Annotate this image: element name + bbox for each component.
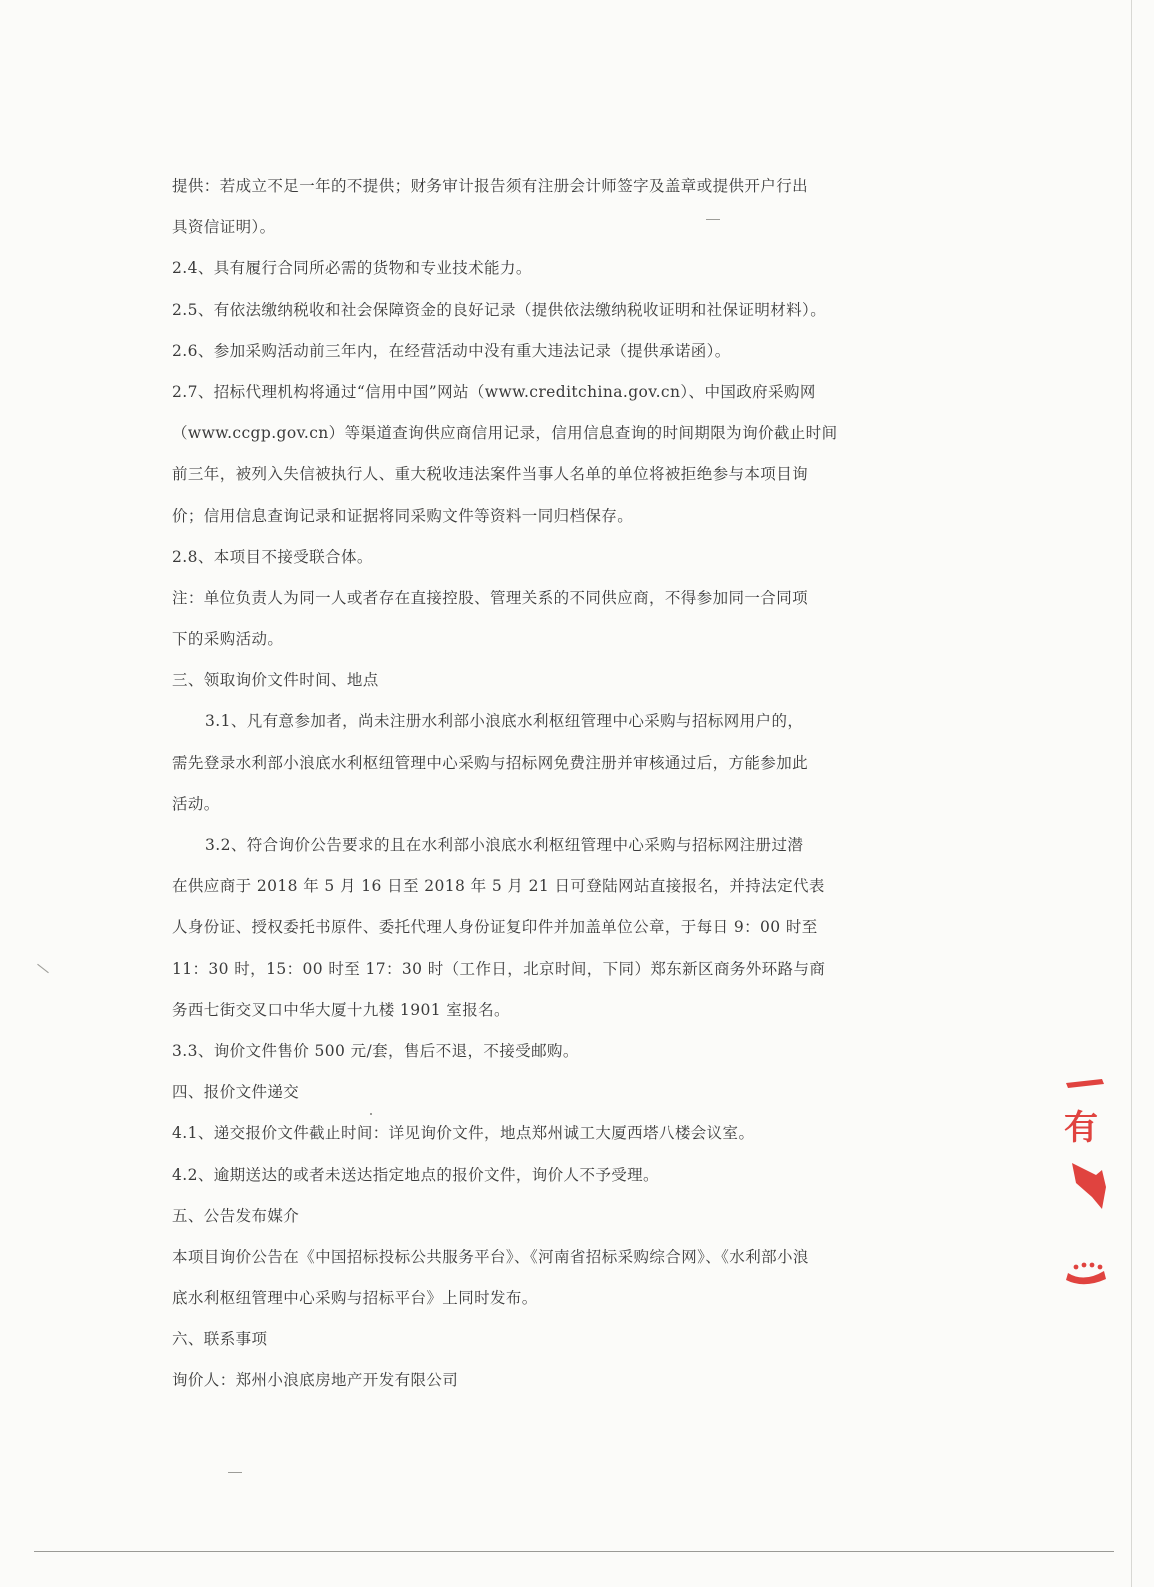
scan-speck	[228, 1472, 242, 1473]
section-heading-6: 六、联系事项	[172, 1330, 268, 1349]
body-line: 本项目询价公告在《中国招标投标公共服务平台》、《河南省招标采购综合网》、《水利部小浪	[172, 1247, 809, 1266]
body-line: 务西七街交叉口中华大厦十九楼 1901 室报名。	[172, 1000, 510, 1019]
seal-text: 有	[1064, 1108, 1098, 1148]
red-seal-stamp	[1062, 1075, 1112, 1305]
body-line: 2.4、具有履行合同所必需的货物和专业技术能力。	[172, 259, 532, 278]
body-line: 在供应商于 2018 年 5 月 16 日至 2018 年 5 月 21 日可登陆网站直接报名，并持法定代表	[172, 877, 825, 896]
section-heading-3: 三、领取询价文件时间、地点	[172, 671, 379, 690]
body-line: 4.2、逾期送达的或者未送达指定地点的报价文件，询价人不予受理。	[172, 1165, 659, 1184]
body-line: 2.6、参加采购活动前三年内，在经营活动中没有重大违法记录（提供承诺函）。	[172, 341, 731, 360]
body-line: （www.ccgp.gov.cn）等渠道查询供应商信用记录，信用信息查询的时间期限为询价截止时间	[172, 424, 838, 443]
body-line: 下的采购活动。	[172, 630, 284, 649]
body-line: 2.7、招标代理机构将通过“信用中国”网站（www.creditchina.gov.cn）、中国政府采购网	[172, 382, 816, 401]
body-line: 11：30 时，15：00 时至 17：30 时（工作日，北京时间，下同）郑东新区商务外环路与商	[172, 959, 826, 978]
body-line: 3.1、凡有意参加者，尚未注册水利部小浪底水利枢纽管理中心采购与招标网用户的，	[205, 712, 804, 731]
body-line: 3.2、符合询价公告要求的且在水利部小浪底水利枢纽管理中心采购与招标网注册过潜	[205, 836, 804, 854]
section-heading-4: 四、报价文件递交	[172, 1083, 300, 1102]
body-line: 注：单位负责人为同一人或者存在直接控股、管理关系的不同供应商，不得参加同一合同项	[172, 588, 809, 607]
scan-speck	[37, 964, 49, 973]
body-line: 人身份证、授权委托书原件、委托代理人身份证复印件并加盖单位公章，于每日 9：00 时至	[172, 918, 818, 937]
body-line: 底水利枢纽管理中心采购与招标平台》上同时发布。	[172, 1289, 538, 1308]
body-line: 2.5、有依法缴纳税收和社会保障资金的良好记录（提供依法缴纳税收证明和社保证明材料）。	[172, 300, 827, 319]
body-line: 4.1、递交报价文件截止时间：详见询价文件，地点郑州诚工大厦西塔八楼会议室。	[172, 1124, 755, 1143]
body-line: 活动。	[172, 794, 220, 813]
document-body	[172, 176, 912, 1412]
body-line: 具资信证明）。	[172, 218, 276, 237]
body-line: 前三年，被列入失信被执行人、重大税收违法案件当事人名单的单位将被拒绝参与本项目询	[172, 465, 809, 484]
body-line: 2.8、本项目不接受联合体。	[172, 547, 373, 566]
section-heading-5: 五、公告发布媒介	[172, 1206, 300, 1225]
body-line: 提供：若成立不足一年的不提供；财务审计报告须有注册会计师签字及盖章或提供开户行出	[172, 177, 809, 195]
body-line: 需先登录水利部小浪底水利枢纽管理中心采购与招标网免费注册并审核通过后，方能参加此	[172, 753, 809, 772]
scan-bottom-line	[34, 1551, 1114, 1552]
inquirer-line: 询价人：郑州小浪底房地产开发有限公司	[172, 1371, 459, 1390]
scan-edge	[1131, 0, 1132, 1587]
body-line: 价；信用信息查询记录和证据将同采购文件等资料一同归档保存。	[172, 506, 634, 525]
body-line: 3.3、询价文件售价 500 元/套，售后不退，不接受邮购。	[172, 1041, 579, 1060]
